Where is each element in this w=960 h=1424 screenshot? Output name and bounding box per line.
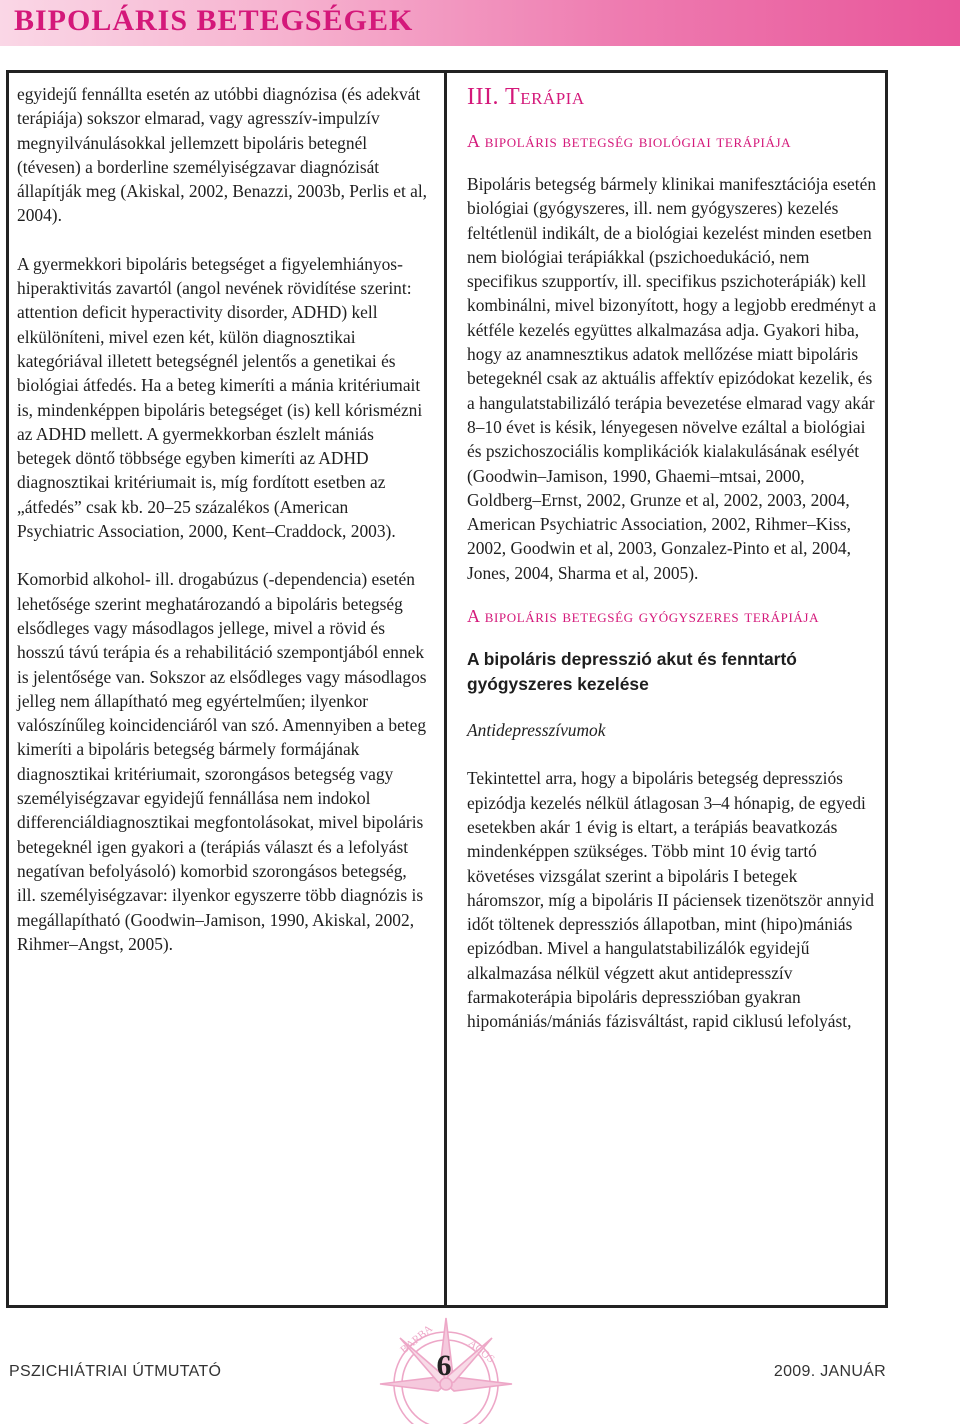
left-paragraph-1: egyidejű fennállta esetén az utóbbi diagnózisa (és adekvát terápiája) sokszor elmarad, vagy agresszív-impulzív megnyilvánulásokkal jellemzett bipoláris betegnél (tévesen) a borderline személyiségzavar diagnózisát állapítják meg (Akiskal, 2002, Benazzi, 2003b, Perlis et al, 2004). xyxy=(17,84,428,226)
page-number: 6 xyxy=(436,1349,452,1382)
left-paragraph-3: Komorbid alkohol- ill. drogabúzus (-dependencia) esetén lehetősége szerint meghatározandó a bipoláris betegség elsődleges vagy másodlagos jellege, mivel a rövid és hosszú távú terápia és a rehabilitáció szempontjából ennek is jelentősége van. Sokszor az elsődleges vagy másodlagos jelleg nem állapítható meg egyértelműen; ilyenkor valószínűleg koincidenciáról van szó. Amennyiben a beteg kimeríti a bipoláris betegség bármely formájának diagnosztikai kritériumait, szorongásos betegség vagy személyiségzavar egyidejű fennállása nem indokol differenciáldiagnosztikai megfontolásokat, mivel bipoláris betegeknél igen gyakori a (terápiás választ és a lefolyást negatívan befolyásoló) komorbid szorongásos betegség, ill. személyiségzavar: ilyenkor egyszerre több diagnózis is megállapítható (Goodwin–Jamison, 1990, Akiskal, 2002, Rihmer–Angst, 2005). xyxy=(17,569,427,954)
left-paragraph-2: A gyermekkori bipoláris betegséget a figyelemhiányos-hiperaktivitás zavartól (angol nevének rövidítése szerint: attention deficit hyperactivity disorder, ADHD) kell elkülöníteni, mivel ezen két, külön diagnosztikai kategóriával illetett betegségnél jelentős a genetikai és biológiai átfedés. Ha a beteg kimeríti a mánia kritériumait is, mindenképpen bipoláris betegséget (is) kell kórismézni az ADHD mellett. A gyermekkorban észlelt mániás betegek döntő többsége egyben kimeríti az ADHD diagnosztikai kritériumait is, míg fordított esetben az „átfedés” csak kb. 20–25 százalékos (American Psychiatric Association, 2000, Kent–Craddock, 2003). xyxy=(17,253,423,542)
compass-word-2: AGOS xyxy=(466,1337,497,1366)
footer-publication: PSZICHIÁTRIAI ÚTMUTATÓ xyxy=(9,1363,222,1380)
column-divider xyxy=(444,70,447,1308)
subsection-title-biological: A bipoláris betegség biológiai terápiája xyxy=(467,131,792,151)
footer-date: 2009. JANUÁR xyxy=(773,1363,886,1380)
right-paragraph-2: Tekintettel arra, hogy a bipoláris betegség depressziós epizódja kezelés nélkül átlagosan 3–4 hónapig, de egyedi esetekben akár 1 évig is eltart, a terápiás beavatkozás mindenképpen szükséges. Több mint 10 évig tartó követéses vizsgálat szerint a bipoláris I betegek háromszor, míg a bipoláris II páciensek tizenötször annyid időt töltenek depressziós állapotban, mint (hipo)mániás epizódban. Mivel a hangulatstabilizálók egyidejű alkalmazása nélkül végzett akut antidepresszív farmakoterápia bipoláris depresszióban gyakran hipomániás/mániás fázisváltást, rapid ciklusú lefolyást, xyxy=(467,768,874,1032)
compass-word-1: BARBA xyxy=(398,1322,435,1357)
section-title: III. Terápia xyxy=(467,84,585,110)
right-column xyxy=(467,82,877,1034)
left-column xyxy=(17,82,429,980)
page-title: BIPOLÁRIS BETEGSÉGEK xyxy=(14,4,414,37)
bold-heading: A bipoláris depresszió akut és fenntartó gyógyszeres kezelése xyxy=(467,649,797,694)
italic-heading: Antidepresszívumok xyxy=(467,720,606,741)
right-paragraph-1: Bipoláris betegség bármely klinikai manifesztációja esetén biológiai (gyógyszeres, ill. nem gyógyszeres) kezelés feltétlenül indikált, de a biológiai kezelést minden esetben nem biológiai terápiákkal (pszichoedukáció, nem specifikus szupportív, ill. specifikus pszichoterápiák) kell kombinálni, mivel bizonyított, hogy a legjobb eredményt a kétféle kezelés együttes alkalmazása adja. Gyakori hiba, hogy az anamnesztikus adatok mellőzése miatt bipoláris betegeknél csak az aktuális affektív epizódokat kezelik, és a hangulatstabilizáló terápia bevezetése elmarad vagy akár 8–10 évet is késik, lényegesen növelve ezáltal a biológiai és pszichoszociális komplikációk kialakulásának esélyét (Goodwin–Jamison, 1990, Ghaemi–mtsai, 2000, Goldberg–Ernst, 2002, Grunze et al, 2002, 2003, 2004, American Psychiatric Association, 2002, Rihmer–Kiss, 2002, Goodwin et al, 2003, Gonzalez-Pinto et al, 2004, Jones, 2004, Sharma et al, 2005). xyxy=(467,174,877,583)
subsection-title-medication: A bipoláris betegség gyógyszeres terápiája xyxy=(467,606,820,627)
